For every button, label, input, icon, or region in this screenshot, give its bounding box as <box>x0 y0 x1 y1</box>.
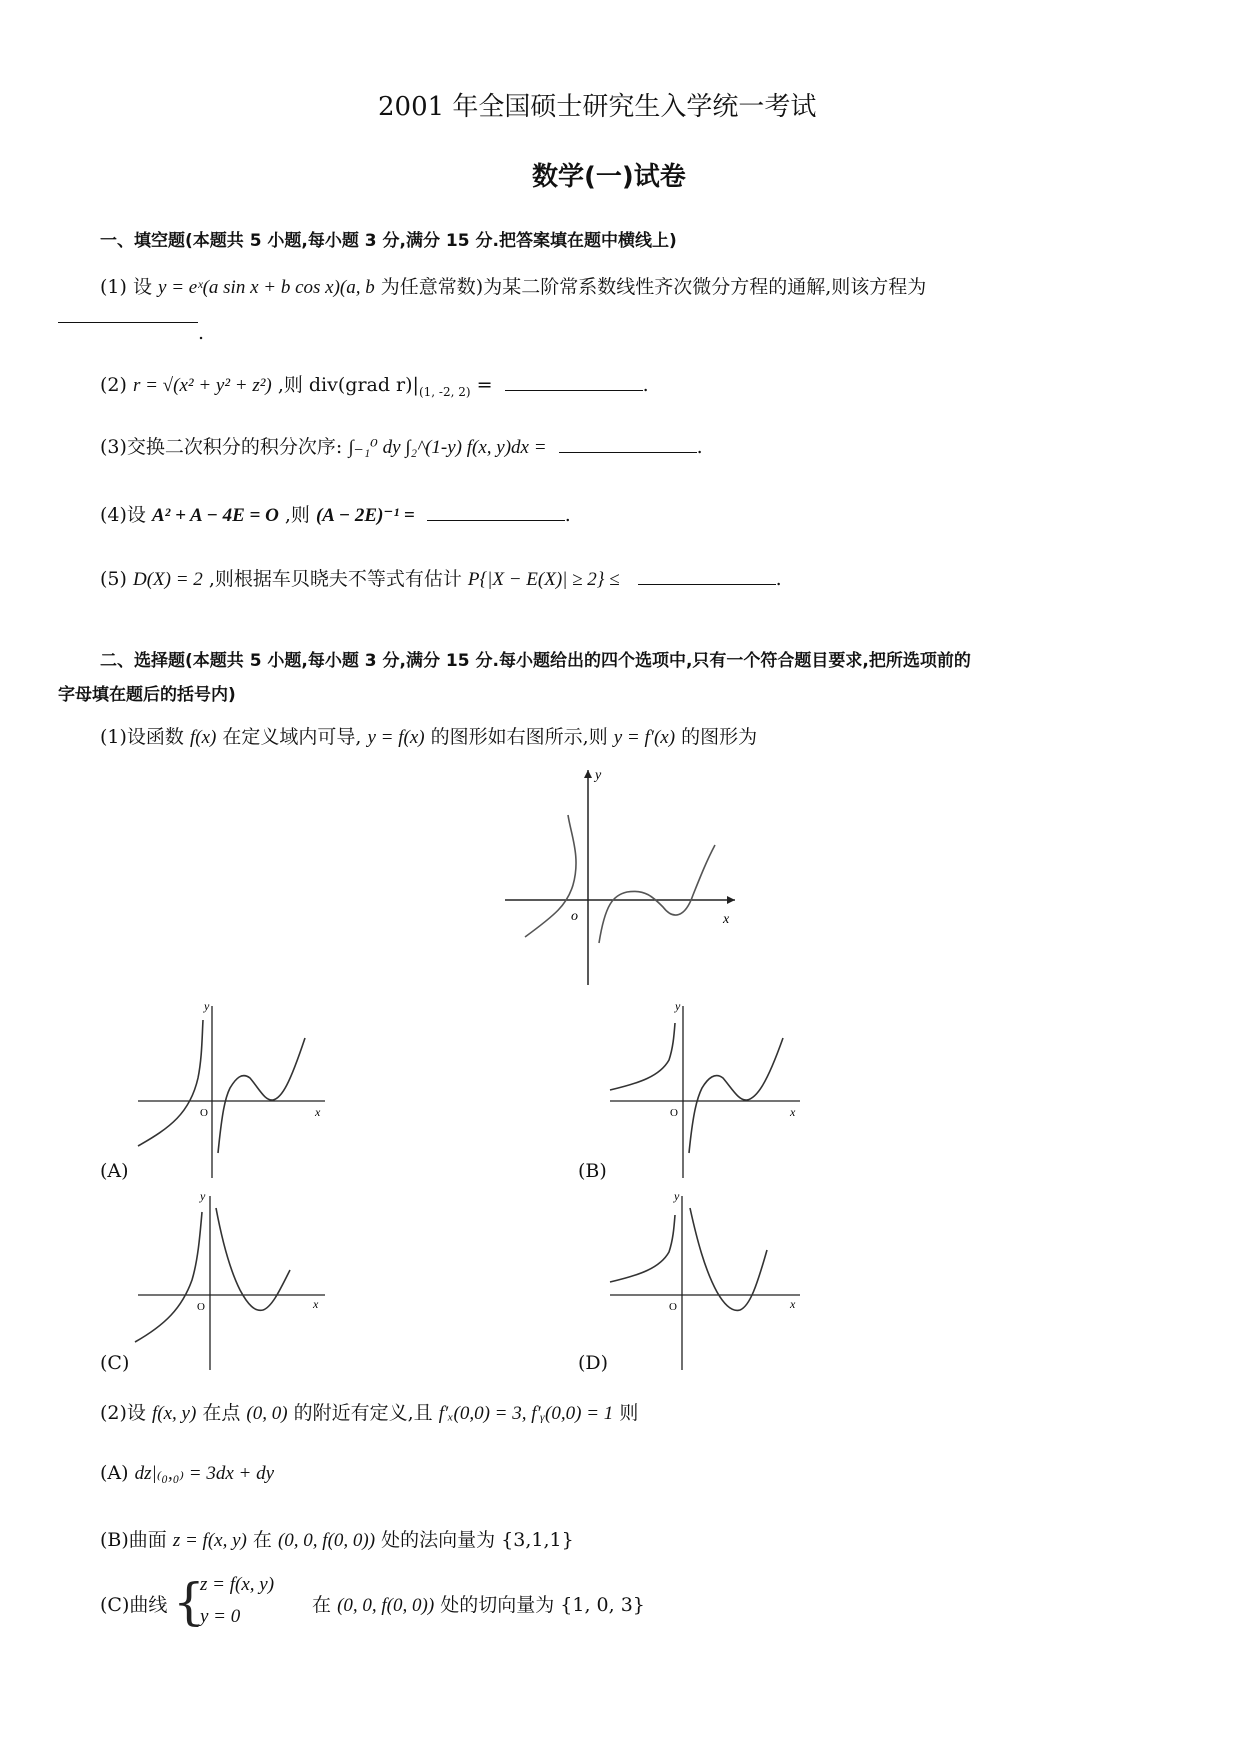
s1q1-end: . <box>198 322 205 344</box>
s2q2-text-a: (2)设 <box>100 1402 146 1424</box>
graph-f-right-branch <box>599 845 715 943</box>
page-title: 2001 年全国硕士研究生入学统一考试 <box>378 92 817 122</box>
s1q4-text: ,则 <box>284 504 310 526</box>
s2q2-optC-vec: {1, 0, 3} <box>560 1594 645 1616</box>
s1q1-text: 为任意常数)为某二阶常系数线性齐次微分方程的通解,则该方程为 <box>380 276 927 298</box>
graph-a-left-branch <box>138 1020 203 1146</box>
option-d-label[interactable]: (D) <box>578 1352 609 1374</box>
s1q5-math: D(X) = 2 <box>132 569 203 590</box>
graph-b-y-label: y <box>675 999 681 1013</box>
s2q2-math-a: f(x, y) <box>151 1403 197 1424</box>
graph-f-y-arrow <box>584 770 592 778</box>
s1q4-answer-blank[interactable] <box>427 502 565 521</box>
s1q1-prefix: (1) 设 <box>100 276 152 298</box>
s1q1-answer-blank[interactable] <box>58 322 198 323</box>
s2q2-math-c: f′ₓ(0,0) = 3, f′ᵧ(0,0) = 1 <box>438 1403 614 1424</box>
s2q2-optC-text2: 处的切向量为 <box>440 1594 555 1616</box>
graph-option-d <box>605 1190 805 1372</box>
page-subtitle: 数学(一)试卷 <box>532 162 686 192</box>
s2q2-option-a[interactable] <box>100 1462 274 1485</box>
graph-option-c <box>130 1190 330 1372</box>
s1q5-end: . <box>775 568 782 590</box>
graph-d-origin: O <box>669 1301 677 1313</box>
s2q2-optC-line1: z = f(x, y) <box>200 1574 275 1595</box>
s1q3-prefix: (3)交换二次积分的积分次序: <box>100 436 343 458</box>
s1q5-text: ,则根据车贝晓夫不等式有估计 <box>208 568 462 590</box>
s1q2-prefix: (2) <box>100 374 127 396</box>
s1q2-sub: (1, -2, 2) <box>418 384 471 399</box>
s2q1-math-b: y = f(x) <box>367 727 425 748</box>
s2q2-math-b: (0, 0) <box>246 1403 288 1424</box>
s1q3-math: ∫₋₁⁰ dy ∫₂^(1-y) f(x, y)dx = <box>348 437 547 458</box>
s2q2-optC-brace: { <box>173 1573 205 1631</box>
s2q2-text-d: 则 <box>619 1402 639 1424</box>
graph-option-a <box>130 998 330 1180</box>
s1q5-prefix: (5) <box>100 568 127 590</box>
s2q2-optC-math: (0, 0, f(0, 0)) <box>337 1595 435 1616</box>
s1q2-eq: = <box>476 374 493 396</box>
graph-d-x-label: x <box>790 1297 796 1311</box>
s2q2-option-b[interactable] <box>100 1525 574 1552</box>
s2q2-option-c[interactable] <box>100 1590 167 1617</box>
s1q3-answer-blank[interactable] <box>559 434 697 453</box>
graph-a-x-label: x <box>315 1105 321 1119</box>
s2q2-optB-vec: {3,1,1} <box>501 1529 574 1551</box>
s2q2-optA-math: dz|₍₀,₀₎ = 3dx + dy <box>134 1463 275 1484</box>
graph-a-origin: O <box>200 1107 208 1119</box>
s2q1-text-d: 的图形为 <box>681 726 758 748</box>
s1-question-1 <box>100 272 926 299</box>
graph-b-x-label: x <box>790 1105 796 1119</box>
option-c-label[interactable]: (C) <box>100 1352 130 1374</box>
graph-f-origin: o <box>571 909 578 924</box>
s1q1-math: y = eˣ(a sin x + b cos x)(a, b <box>158 277 375 298</box>
s1q4-prefix: (4)设 <box>100 504 146 526</box>
graph-c-y-label: y <box>200 1190 206 1203</box>
s1q5-answer-blank[interactable] <box>638 566 776 585</box>
s1q2-text: ,则 div(grad r)| <box>277 374 419 396</box>
s2q1-text-a: (1)设函数 <box>100 726 184 748</box>
s1q2-end: . <box>642 374 649 396</box>
s2q1-text-c: 的图形如右图所示,则 <box>430 726 608 748</box>
s1q2-answer-blank[interactable] <box>505 372 643 391</box>
s1q4-math2: (A − 2E)⁻¹ = <box>315 505 415 526</box>
s1q3-end: . <box>696 436 703 458</box>
graph-option-b <box>605 998 805 1180</box>
s2q2-text-c: 的附近有定义,且 <box>293 1402 433 1424</box>
graph-d-left-branch <box>610 1215 675 1282</box>
graph-c-left-branch <box>135 1212 202 1342</box>
graph-a-right-branch <box>218 1038 305 1153</box>
graph-f <box>495 765 740 990</box>
graph-f-x-label: x <box>723 912 730 927</box>
s1-question-4 <box>100 500 571 527</box>
graph-b-origin: O <box>670 1107 678 1119</box>
s2q2-optB-math2: (0, 0, f(0, 0)) <box>277 1530 376 1551</box>
s1-question-2 <box>100 370 649 399</box>
graph-f-left-branch <box>525 815 576 937</box>
graph-f-x-arrow <box>727 896 735 904</box>
s2q1-math-c: y = f′(x) <box>613 727 676 748</box>
s2-question-1 <box>100 722 757 749</box>
s2q2-text-b: 在点 <box>202 1402 241 1424</box>
s2q2-optB-math: z = f(x, y) <box>172 1530 247 1551</box>
graph-b-right-branch <box>689 1038 783 1153</box>
graph-c-x-label: x <box>313 1297 319 1311</box>
s1q4-end: . <box>564 504 571 526</box>
section1-heading: 一、填空题(本题共 5 小题,每小题 3 分,满分 15 分.把答案填在题中横线上) <box>100 231 677 251</box>
graph-f-y-label: y <box>595 768 602 783</box>
graph-b-left-branch <box>610 1023 675 1090</box>
s1q2-math: r = √(x² + y² + z²) <box>132 375 272 396</box>
section2-heading-line2: 字母填在题后的括号内) <box>58 685 236 705</box>
s2q2-optC-line2: y = 0 <box>200 1606 241 1627</box>
s2q2-optC-label: (C)曲线 <box>100 1594 168 1616</box>
s2q1-text-b: 在定义域内可导, <box>222 726 362 748</box>
option-b-label[interactable]: (B) <box>578 1160 607 1182</box>
s1q5-math2: P{|X − E(X)| ≥ 2} ≤ <box>467 569 620 590</box>
s1-question-5 <box>100 564 782 591</box>
section2-heading-line1: 二、选择题(本题共 5 小题,每小题 3 分,满分 15 分.每小题给出的四个选项中,只有一个符合题目要求,把所选项前的 <box>100 651 971 671</box>
option-a-label[interactable]: (A) <box>100 1160 129 1182</box>
graph-a-y-label: y <box>204 999 210 1013</box>
s1q4-math: A² + A − 4E = O <box>151 505 279 526</box>
s2q2-optB-label: (B)曲面 <box>100 1529 167 1551</box>
s1-question-3 <box>100 432 703 459</box>
s2q1-math-a: f(x) <box>189 727 217 748</box>
s2-question-2 <box>100 1398 638 1425</box>
s2q2-optC-text: 在 <box>312 1594 332 1616</box>
graph-d-y-label: y <box>674 1190 680 1203</box>
s2q2-optA-label: (A) <box>100 1462 129 1484</box>
graph-c-origin: O <box>197 1301 205 1313</box>
s2q2-optB-text2: 处的法向量为 <box>381 1529 496 1551</box>
s2q2-optB-text: 在 <box>252 1529 272 1551</box>
s2q2-optC-rest <box>312 1590 645 1617</box>
